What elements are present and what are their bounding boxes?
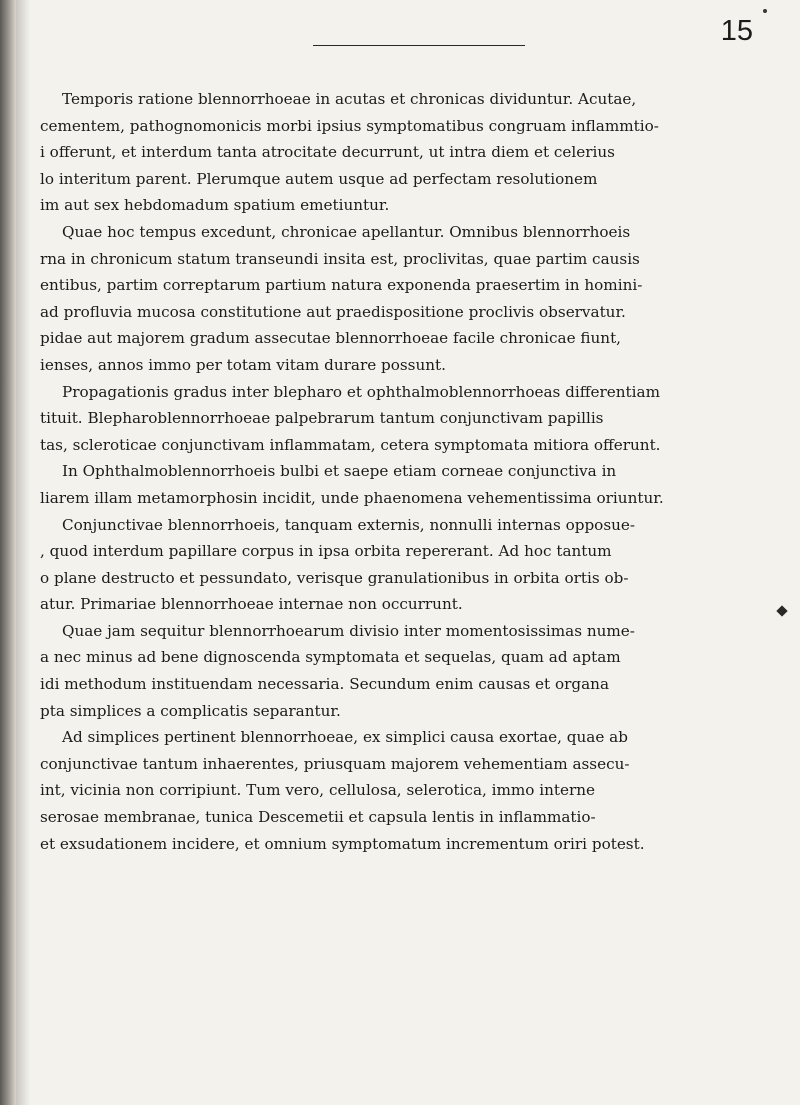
text-line: Quae jam sequitur blennorrhoearum divisio inter momentosissimas nume- <box>62 621 635 640</box>
text-line: atur. Primariae blennorrhoeae internae non occurrunt. <box>40 595 463 614</box>
margin-mark <box>776 605 787 616</box>
binding-shadow <box>16 0 30 1105</box>
text-line: entibus, partim correptarum partium natura exponenda praesertim in homini- <box>40 276 643 295</box>
binding-gutter <box>0 0 16 1105</box>
text-line: tituit. Blepharoblennorrhoeae palpebrarum tantum conjunctivam papillis <box>40 409 604 428</box>
text-line: conjunctivae tantum inhaerentes, priusquam majorem vehementiam assecu- <box>40 754 630 773</box>
text-line: et exsudationem incidere, et omnium symptomatum incrementum oriri potest. <box>40 834 645 853</box>
header-rule <box>313 45 525 46</box>
text-line: idi methodum instituendam necessaria. Secundum enim causas et organa <box>40 675 609 694</box>
text-line: o plane destructo et pessundato, verisque granulationibus in orbita ortis ob- <box>40 568 629 587</box>
text-line: i offerunt, et interdum tanta atrocitate decurrunt, ut intra diem et celerius <box>40 143 615 162</box>
text-line: liarem illam metamorphosin incidit, unde phaenomena vehementissima oriuntur. <box>40 488 664 507</box>
ink-speck <box>763 9 767 13</box>
text-line: rna in chronicum statum transeundi insita est, proclivitas, quae partim causis <box>40 249 640 268</box>
text-line: tas, scleroticae conjunctivam inflammatam, cetera symptomata mitiora offerunt. <box>40 435 661 454</box>
text-line: pta simplices a complicatis separantur. <box>40 701 341 720</box>
body-text <box>40 86 775 857</box>
page-header <box>0 0 800 60</box>
text-line: int, vicinia non corripiunt. Tum vero, cellulosa, selerotica, immo interne <box>40 781 596 800</box>
page-number: 15 <box>720 15 753 47</box>
text-line: , quod interdum papillare corpus in ipsa orbita repererant. Ad hoc tantum <box>40 542 612 561</box>
text-line: ienses, annos immo per totam vitam durare possunt. <box>40 355 446 374</box>
text-line: ad profluvia mucosa constitutione aut praedispositione proclivis observatur. <box>40 302 626 321</box>
text-line: Quae hoc tempus excedunt, chronicae apellantur. Omnibus blennorrhoeis <box>62 222 631 241</box>
text-line: pidae aut majorem gradum assecutae blennorrhoeae facile chronicae fiunt, <box>40 329 622 348</box>
text-line: Conjunctivae blennorrhoeis, tanquam externis, nonnulli internas opposue- <box>62 515 636 534</box>
text-line: Temporis ratione blennorrhoeae in acutas et chronicas dividuntur. Acutae, <box>62 90 637 108</box>
text-line: serosae membranae, tunica Descemetii et capsula lentis in inflammatio- <box>40 808 596 827</box>
text-line: im aut sex hebdomadum spatium emetiuntur. <box>40 196 390 215</box>
text-line: cementem, pathognomonicis morbi ipsius symptomatibus congruam inflammtio- <box>40 116 659 135</box>
text-line: Propagationis gradus inter blepharo et ophthalmoblennorrhoeas differentiam <box>62 382 660 401</box>
text-line: a nec minus ad bene dignoscenda symptomata et sequelas, quam ad aptam <box>40 648 621 667</box>
text-line: Ad simplices pertinent blennorrhoeae, ex simplici causa exortae, quae ab <box>62 728 628 747</box>
text-line: In Ophthalmoblennorrhoeis bulbi et saepe etiam corneae conjunctiva in <box>62 462 617 481</box>
text-line: lo interitum parent. Plerumque autem usque ad perfectam resolutionem <box>40 169 598 188</box>
